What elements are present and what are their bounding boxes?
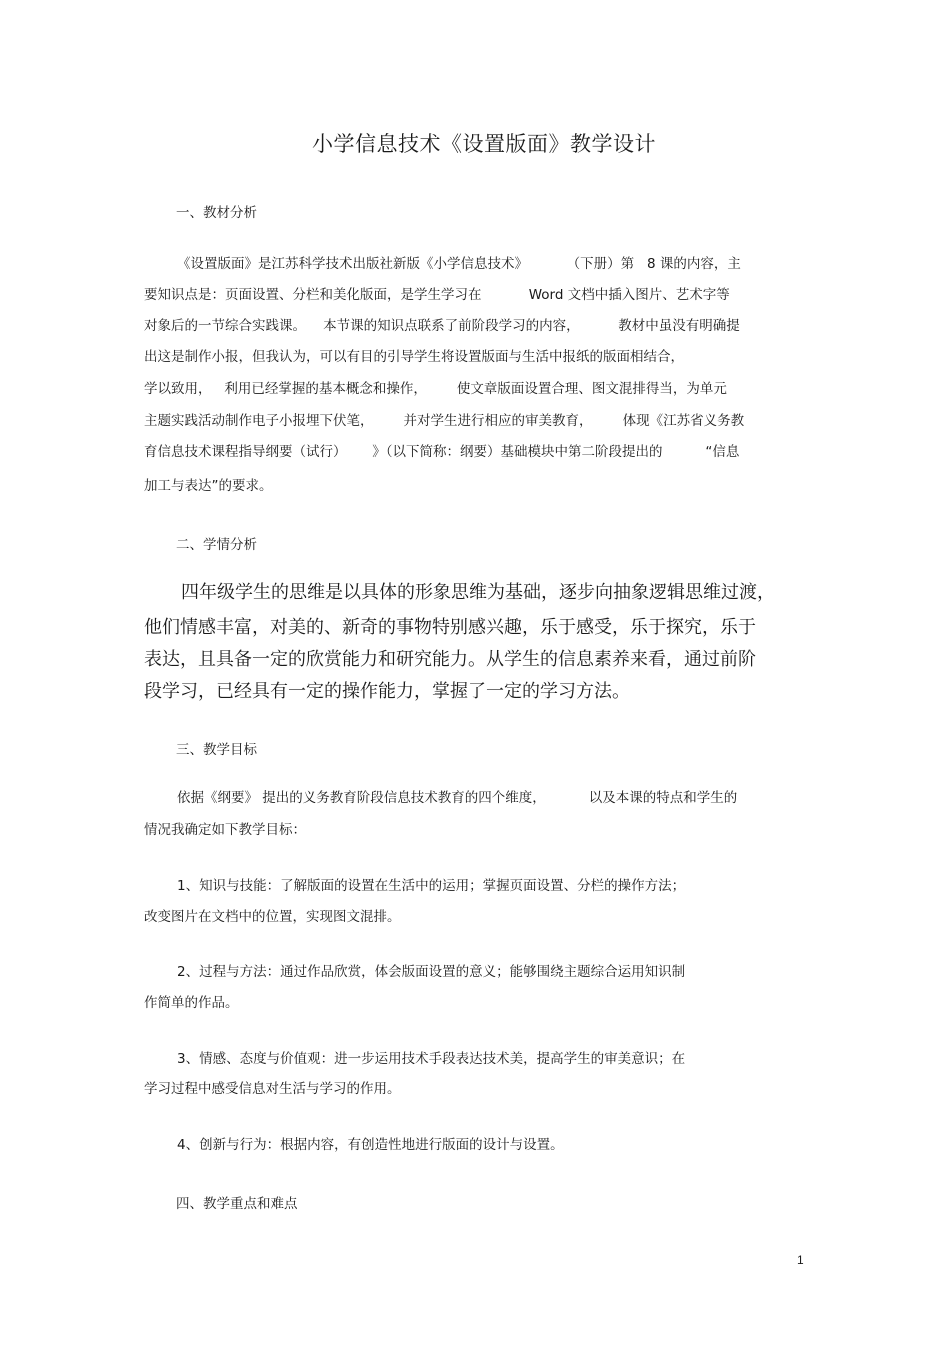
- section-heading-key-points: 四、教学重点和难点: [176, 1196, 298, 1212]
- goal-line: 1、知识与技能：了解版面的设置在生活中的运用；掌握页面设置、分栏的操作方法；: [177, 878, 686, 894]
- paragraph-line: 主题实践活动制作电子小报埋下伏笔， 并对学生进行相应的审美教育， 体现《江苏省义务教: [144, 413, 745, 429]
- paragraph-line: 《设置版面》是江苏科学技术出版社新版《小学信息技术》 （下册）第 8 课的内容，主: [177, 256, 741, 272]
- paragraph-line: 出这是制作小报，但我认为，可以有目的引导学生将设置版面与生活中报纸的版面相结合，: [144, 349, 684, 365]
- section-heading-teaching-goals: 三、教学目标: [176, 742, 257, 758]
- goal-line: 改变图片在文档中的位置，实现图文混排。: [144, 909, 401, 925]
- goal-line: 2、过程与方法：通过作品欣赏，体会版面设置的意义；能够围绕主题综合运用知识制: [177, 964, 686, 980]
- section-heading-textbook-analysis: 一、教材分析: [176, 205, 257, 221]
- goal-line: 学习过程中感受信息对生活与学习的作用。: [144, 1081, 401, 1097]
- paragraph-line: 学以致用， 利用已经掌握的基本概念和操作， 使文章版面设置合理、图文混排得当，为单元: [144, 381, 727, 397]
- goal-line: 4、创新与行为：根据内容，有创造性地进行版面的设计与设置。: [177, 1137, 564, 1153]
- paragraph-line: 表达，且具备一定的欣赏能力和研究能力。从学生的信息素养来看，通过前阶: [144, 649, 756, 670]
- paragraph-line: 段学习，已经具有一定的操作能力，掌握了一定的学习方法。: [144, 681, 630, 702]
- goal-line: 3、情感、态度与价值观：进一步运用技术手段表达技术美，提高学生的审美意识；在: [177, 1051, 686, 1067]
- document-title: 小学信息技术《设置版面》教学设计: [312, 132, 656, 156]
- paragraph-line: 要知识点是：页面设置、分栏和美化版面，是学生学习在 Word 文档中插入图片、艺术字等: [144, 287, 730, 303]
- paragraph-line: 加工与表达”的要求。: [144, 478, 273, 494]
- goal-line: 作简单的作品。: [144, 995, 239, 1011]
- page-number: 1: [797, 1253, 804, 1267]
- paragraph-line: 对象后的一节综合实践课。 本节课的知识点联系了前阶段学习的内容， 教材中虽没有明确提: [144, 318, 740, 334]
- paragraph-line: 育信息技术课程指导纲要（试行） 》（以下简称：纲要）基础模块中第二阶段提出的 “信息: [144, 444, 740, 460]
- section-heading-student-analysis: 二、学情分析: [176, 537, 257, 553]
- paragraph-line: 他们情感丰富，对美的、新奇的事物特别感兴趣，乐于感受，乐于探究，乐于: [144, 617, 756, 638]
- paragraph-line: 依据《纲要》 提出的义务教育阶段信息技术教育的四个维度， 以及本课的特点和学生的: [177, 790, 738, 806]
- paragraph-line: 情况我确定如下教学目标：: [144, 822, 306, 838]
- paragraph-line: 四年级学生的思维是以具体的形象思维为基础，逐步向抽象逻辑思维过渡，: [181, 582, 775, 603]
